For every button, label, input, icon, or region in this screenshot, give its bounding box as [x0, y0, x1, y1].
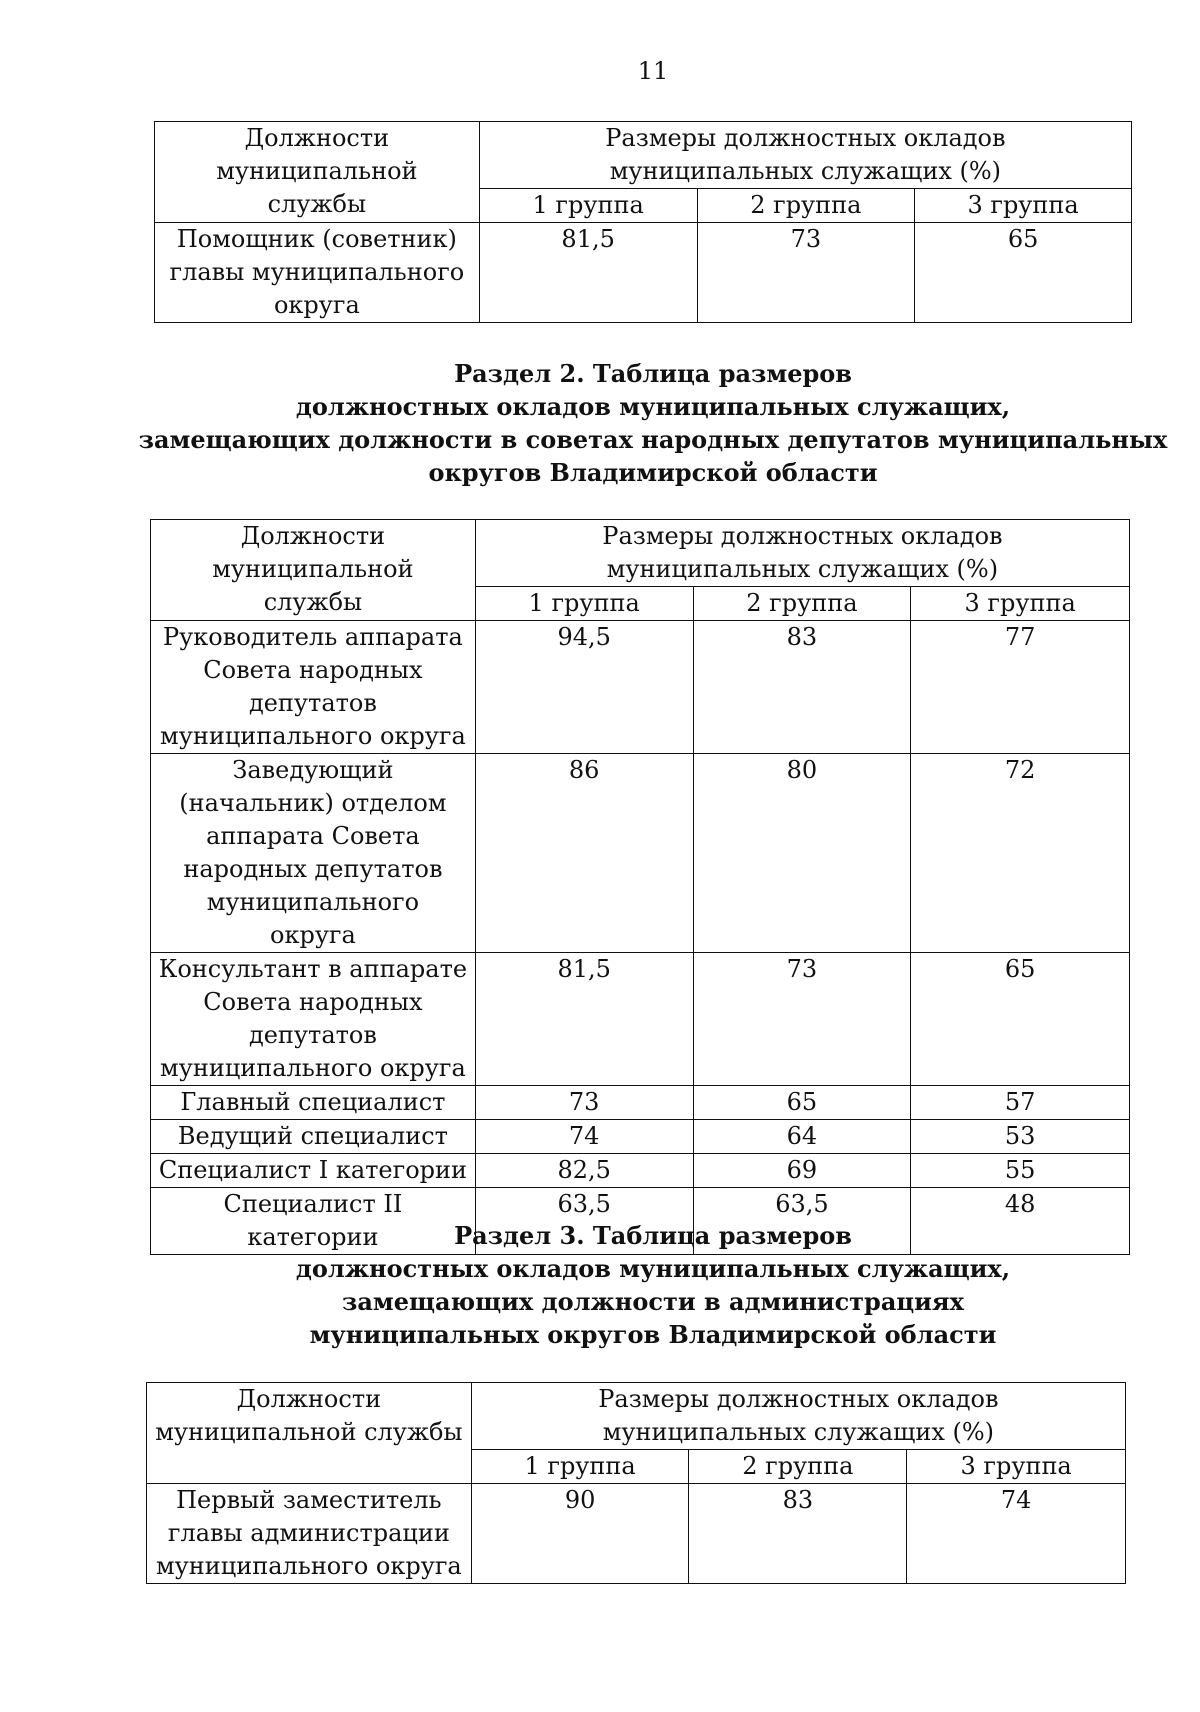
row-group-1: 90	[471, 1484, 689, 1584]
table-row	[155, 223, 1132, 323]
section-3-line: муниципальных округов Владимирской области	[309, 1320, 997, 1349]
row-group-1: 74	[475, 1120, 693, 1154]
row-group-2: 64	[693, 1120, 911, 1154]
row-group-3: 55	[911, 1154, 1130, 1188]
row-group-3: 77	[911, 621, 1130, 754]
section-2-line: замещающих должности в советах народных депутатов муниципальных	[138, 425, 1168, 454]
row-group-1: 86	[475, 754, 693, 953]
header-group-3: 3 группа	[907, 1450, 1126, 1484]
section-3-line: Раздел 3. Таблица размеров	[454, 1221, 852, 1250]
header-position: Должности муниципальной службы	[147, 1383, 472, 1484]
table-header-row	[155, 122, 1132, 189]
row-position: Ведущий специалист	[151, 1120, 476, 1154]
section-3-heading	[0, 1219, 1200, 1351]
header-group-2: 2 группа	[693, 587, 911, 621]
row-position: Специалист II категории	[151, 1188, 476, 1255]
row-group-2: 73	[697, 223, 915, 323]
row-group-3: 72	[911, 754, 1130, 953]
table-row	[151, 754, 1130, 953]
row-group-3: 53	[911, 1120, 1130, 1154]
header-group-1: 1 группа	[471, 1450, 689, 1484]
page-number: 11	[637, 57, 669, 85]
table-row	[151, 1154, 1130, 1188]
row-group-2: 80	[693, 754, 911, 953]
table-row	[151, 621, 1130, 754]
row-group-2: 83	[693, 621, 911, 754]
row-group-3: 57	[911, 1086, 1130, 1120]
header-group-2: 2 группа	[697, 189, 915, 223]
section-2-line: Раздел 2. Таблица размеров	[454, 359, 852, 388]
header-position: Должности муниципальной службы	[151, 520, 476, 621]
table-header-row	[151, 520, 1130, 587]
row-group-3: 65	[911, 953, 1130, 1086]
row-position: Помощник (советник) главы муниципального округа	[155, 223, 480, 323]
header-group-1: 1 группа	[479, 189, 697, 223]
header-group-2: 2 группа	[689, 1450, 907, 1484]
section-3-line: замещающих должности в администрациях	[342, 1287, 964, 1316]
row-group-1: 82,5	[475, 1154, 693, 1188]
header-salary: Размеры должностных окладов муниципальных служащих (%)	[475, 520, 1129, 587]
row-group-2: 65	[693, 1086, 911, 1120]
row-group-2: 63,5	[693, 1188, 911, 1255]
row-position: Руководитель аппарата Совета народных депутатов муниципального округа	[151, 621, 476, 754]
row-group-3: 74	[907, 1484, 1126, 1584]
row-position: Консультант в аппарате Совета народных депутатов муниципального округа	[151, 953, 476, 1086]
salary-table-2	[150, 519, 1130, 1255]
salary-table-1	[154, 121, 1132, 323]
row-group-1: 81,5	[479, 223, 697, 323]
section-2-heading	[0, 357, 1200, 489]
table-row	[151, 1120, 1130, 1154]
header-group-3: 3 группа	[911, 587, 1130, 621]
table-header-row	[147, 1383, 1126, 1450]
row-group-3: 48	[911, 1188, 1130, 1255]
section-2-line: округов Владимирской области	[428, 458, 878, 487]
row-position: Специалист I категории	[151, 1154, 476, 1188]
header-position: Должности муниципальной службы	[155, 122, 480, 223]
table-row	[147, 1484, 1126, 1584]
salary-table-3	[146, 1382, 1126, 1584]
row-group-1: 63,5	[475, 1188, 693, 1255]
row-group-2: 69	[693, 1154, 911, 1188]
row-position: Первый заместитель главы администрации муниципального округа	[147, 1484, 472, 1584]
header-salary: Размеры должностных окладов муниципальных служащих (%)	[471, 1383, 1125, 1450]
section-2-line: должностных окладов муниципальных служащих,	[295, 392, 1011, 421]
table-row	[151, 953, 1130, 1086]
table-row	[151, 1086, 1130, 1120]
row-group-3: 65	[915, 223, 1132, 323]
row-group-1: 73	[475, 1086, 693, 1120]
row-group-1: 81,5	[475, 953, 693, 1086]
header-group-3: 3 группа	[915, 189, 1132, 223]
row-position: Главный специалист	[151, 1086, 476, 1120]
row-group-2: 73	[693, 953, 911, 1086]
header-group-1: 1 группа	[475, 587, 693, 621]
row-group-2: 83	[689, 1484, 907, 1584]
section-3-line: должностных окладов муниципальных служащих,	[295, 1254, 1011, 1283]
header-salary: Размеры должностных окладов муниципальных служащих (%)	[479, 122, 1131, 189]
row-position: Заведующий (начальник) отделом аппарата Совета народных депутатов муниципального округа	[151, 754, 476, 953]
row-group-1: 94,5	[475, 621, 693, 754]
